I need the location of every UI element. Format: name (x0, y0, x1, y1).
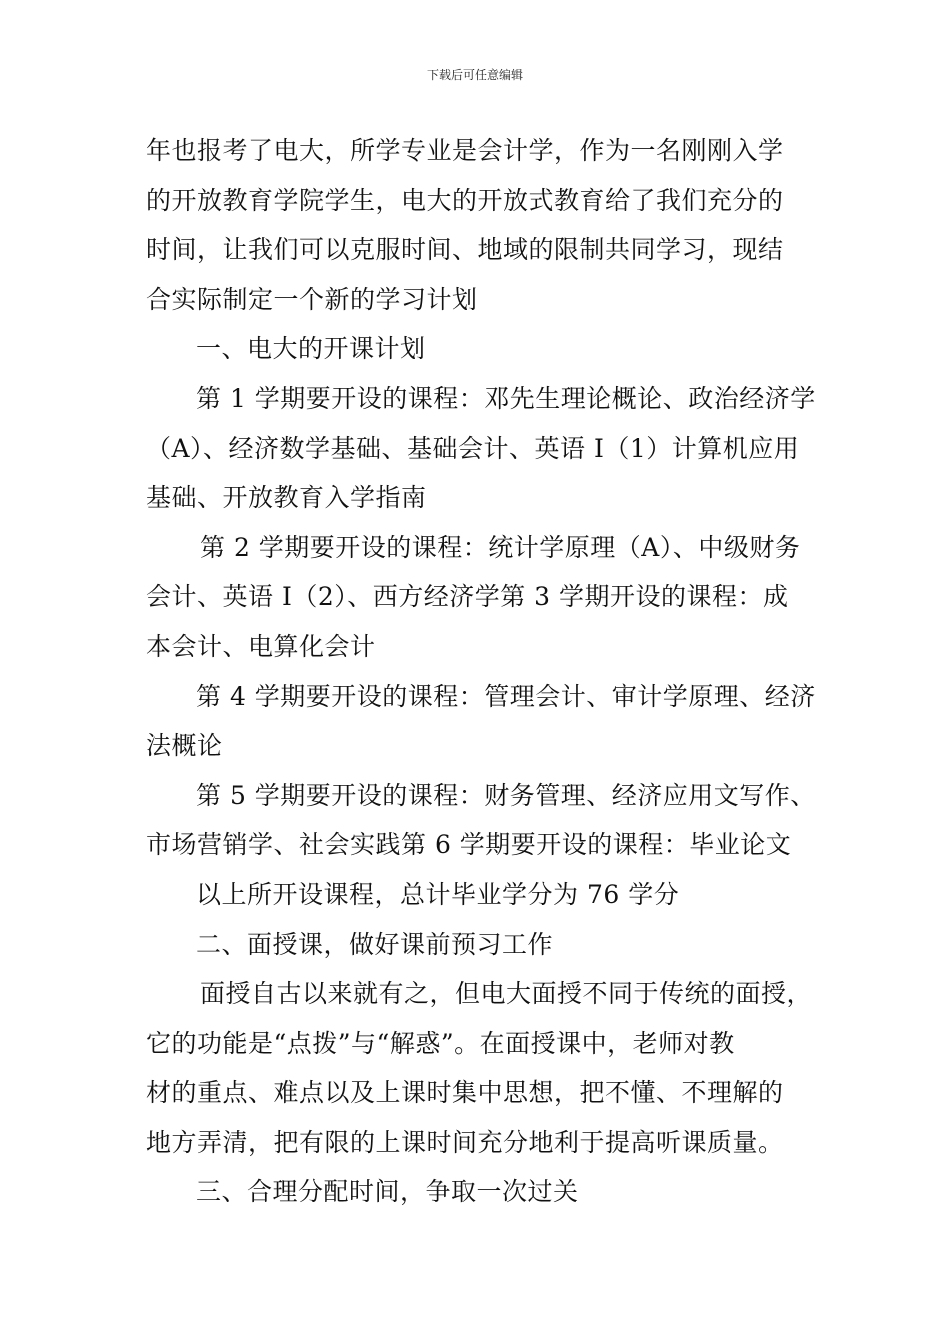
body-line: 年也报考了电大，所学专业是会计学，作为一名刚刚入学 (146, 136, 784, 165)
body-line: 市场营销学、社会实践第 6 学期要开设的课程：毕业论文 (146, 830, 792, 860)
body-line: 基础、开放教育入学指南 (146, 483, 427, 513)
page-header: 下载后可任意编辑 (426, 68, 523, 82)
section-heading: 二、面授课，做好课前预习工作 (196, 929, 554, 959)
section-heading: 三、合理分配时间，争取一次过关 (196, 1177, 579, 1207)
body-line: 以上所开设课程，总计毕业学分为 76 学分 (196, 879, 680, 909)
document-body (146, 126, 816, 1217)
section-heading: 一、电大的开课计划 (196, 334, 426, 364)
body-line: 第 5 学期要开设的课程：财务管理、经济应用文写作、 (196, 780, 816, 810)
body-line: 会计、英语 I（2）、西方经济学第 3 学期开设的课程：成 (146, 582, 789, 612)
body-line: 法概论 (146, 731, 223, 761)
body-line: （A）、经济数学基础、基础会计、英语 I（1）计算机应用 (146, 433, 800, 463)
body-line: 的开放教育学院学生，电大的开放式教育给了我们充分的 (146, 185, 784, 215)
body-line: 合实际制定一个新的学习计划 (146, 284, 478, 314)
body-line: 第 4 学期要开设的课程：管理会计、审计学原理、经济 (196, 681, 816, 711)
body-line: 第 2 学期要开设的课程：统计学原理（A）、中级财务 (200, 532, 801, 562)
body-line: 地方弄清，把有限的上课时间充分地利于提高听课质量。 (146, 1127, 784, 1157)
body-line: 时间，让我们可以克服时间、地域的限制共同学习，现结 (146, 235, 784, 265)
body-line: 它的功能是“点拨”与“解惑”。在面授课中，老师对教 (146, 1028, 735, 1058)
body-line: 本会计、电算化会计 (146, 631, 376, 661)
body-line: 第 1 学期要开设的课程：邓先生理论概论、政治经济学 (196, 383, 816, 413)
body-line: 面授自古以来就有之，但电大面授不同于传统的面授， (200, 979, 813, 1009)
body-line: 材的重点、难点以及上课时集中思想，把不懂、不理解的 (146, 1078, 784, 1108)
